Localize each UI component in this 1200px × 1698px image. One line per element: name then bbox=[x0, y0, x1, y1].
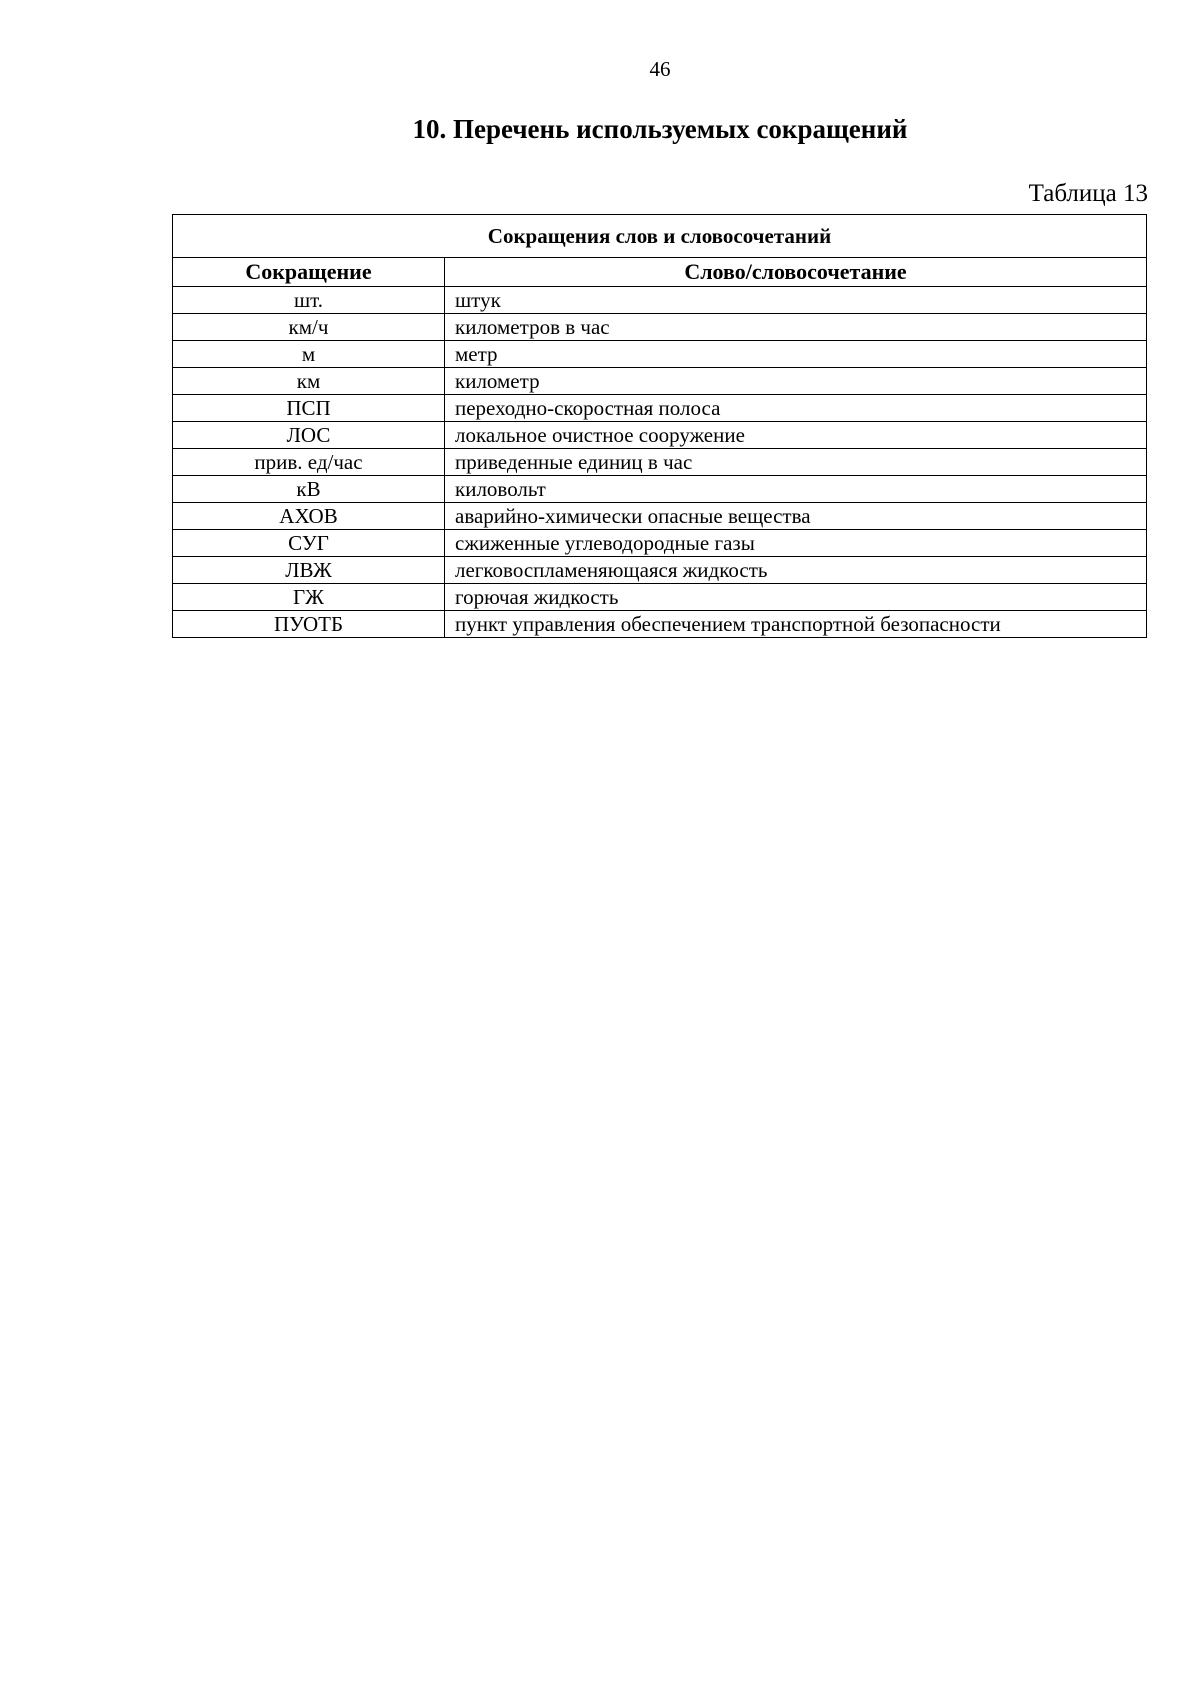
meaning-cell: штук bbox=[445, 287, 1147, 314]
meaning-cell: пункт управления обеспечением транспортной безопасности bbox=[445, 611, 1147, 638]
table-title: Сокращения слов и словосочетаний bbox=[173, 215, 1147, 258]
abbreviation-cell: ЛОС bbox=[173, 422, 445, 449]
column-header-meaning: Слово/словосочетание bbox=[445, 258, 1147, 287]
abbreviation-cell: м bbox=[173, 341, 445, 368]
section-title: 10. Перечень используемых сокращений bbox=[412, 114, 908, 144]
table-row bbox=[173, 341, 1147, 368]
table-row bbox=[173, 368, 1147, 395]
table-row bbox=[173, 287, 1147, 314]
abbreviations-table bbox=[172, 214, 1147, 638]
abbreviation-cell: ГЖ bbox=[173, 584, 445, 611]
meaning-cell: приведенные единиц в час bbox=[445, 449, 1147, 476]
abbreviation-cell: прив. ед/час bbox=[173, 449, 445, 476]
table-row bbox=[173, 476, 1147, 503]
meaning-cell: сжиженные углеводородные газы bbox=[445, 530, 1147, 557]
table-row bbox=[173, 422, 1147, 449]
abbreviation-cell: АХОВ bbox=[173, 503, 445, 530]
table-header-row bbox=[173, 258, 1147, 287]
table-title-row bbox=[173, 215, 1147, 258]
table-row bbox=[173, 557, 1147, 584]
abbreviation-cell: ЛВЖ bbox=[173, 557, 445, 584]
table-row bbox=[173, 503, 1147, 530]
meaning-cell: переходно-скоростная полоса bbox=[445, 395, 1147, 422]
table-row bbox=[173, 530, 1147, 557]
table-row bbox=[173, 395, 1147, 422]
meaning-cell: горючая жидкость bbox=[445, 584, 1147, 611]
abbreviation-cell: кВ bbox=[173, 476, 445, 503]
meaning-cell: аварийно-химически опасные вещества bbox=[445, 503, 1147, 530]
column-header-abbreviation: Сокращение bbox=[173, 258, 445, 287]
meaning-cell: киловольт bbox=[445, 476, 1147, 503]
abbreviation-cell: ПУОТБ bbox=[173, 611, 445, 638]
meaning-cell: километр bbox=[445, 368, 1147, 395]
table-row bbox=[173, 314, 1147, 341]
meaning-cell: локальное очистное сооружение bbox=[445, 422, 1147, 449]
abbreviation-cell: ПСП bbox=[173, 395, 445, 422]
meaning-cell: легковоспламеняющаяся жидкость bbox=[445, 557, 1147, 584]
abbreviation-cell: км/ч bbox=[173, 314, 445, 341]
table-row bbox=[173, 611, 1147, 638]
page-number: 46 bbox=[649, 57, 671, 81]
abbreviation-cell: км bbox=[173, 368, 445, 395]
table-row bbox=[173, 584, 1147, 611]
meaning-cell: метр bbox=[445, 341, 1147, 368]
table-caption: Таблица 13 bbox=[1028, 180, 1148, 207]
abbreviation-cell: шт. bbox=[173, 287, 445, 314]
abbreviation-cell: СУГ bbox=[173, 530, 445, 557]
table-row bbox=[173, 449, 1147, 476]
meaning-cell: километров в час bbox=[445, 314, 1147, 341]
